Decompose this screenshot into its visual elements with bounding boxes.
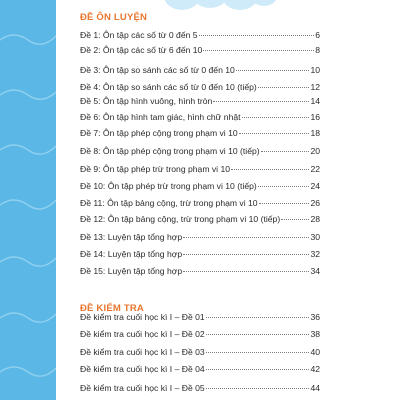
toc-entry[interactable] (80, 95, 320, 107)
toc-entry-page: 30 (310, 232, 320, 242)
toc-entry-page: 36 (310, 312, 320, 322)
toc-entry[interactable] (80, 346, 320, 358)
toc-entry-page: 34 (310, 266, 320, 276)
toc-entry[interactable] (80, 363, 320, 375)
toc-entry-page: 18 (310, 128, 320, 138)
dot-leader (236, 70, 310, 71)
toc-entry-label: Đề 10: Ôn tập phép trừ trong phạm vi 10 (tiếp) (80, 181, 257, 191)
dot-leader (239, 133, 310, 134)
toc-entry-page: 38 (310, 329, 320, 339)
dot-leader (258, 87, 310, 88)
toc-entry-page: 12 (310, 82, 320, 92)
dot-leader (206, 352, 310, 353)
toc-entry[interactable] (80, 127, 320, 139)
dot-leader (183, 254, 309, 255)
toc-entry-page: 24 (310, 181, 320, 191)
dot-leader (206, 369, 310, 370)
dot-leader (258, 186, 310, 187)
toc-entry-label: Đề 15: Luyện tập tổng hợp (80, 266, 183, 276)
toc-entry-page: 44 (310, 383, 320, 393)
dot-leader (183, 271, 309, 272)
toc-entry-label: Đề 5: Ôn tập hình vuông, hình tròn (80, 96, 213, 106)
toc-entry-label: Đề 4: Ôn tập so sánh các số từ 0 đến 10 (tiếp) (80, 82, 257, 92)
toc-entry-label: Đề kiểm tra cuối học kì I – Đề 03 (80, 347, 205, 357)
toc-entry-page: 22 (310, 164, 320, 174)
toc-entry-label: Đề kiểm tra cuối học kì I – Đề 04 (80, 364, 205, 374)
toc-entry-label: Đề 6: Ôn tập hình tam giác, hình chữ nhật (80, 112, 241, 122)
toc-entry-page: 42 (310, 364, 320, 374)
toc-entry-page: 20 (310, 146, 320, 156)
toc-entry[interactable] (80, 180, 320, 192)
toc-entry-page: 10 (310, 65, 320, 75)
dot-leader (183, 237, 309, 238)
dot-leader (203, 50, 314, 51)
section-title-on-luyen: ĐỀ ÔN LUYỆN (80, 12, 148, 23)
toc-entry-page: 28 (310, 214, 320, 224)
toc-entry-page: 16 (310, 112, 320, 122)
toc-entry-label: Đề kiểm tra cuối học kì I – Đề 05 (80, 383, 205, 393)
toc-entry-page: 26 (310, 198, 320, 208)
toc-entry[interactable] (80, 231, 320, 243)
toc-entry[interactable] (80, 64, 320, 76)
dot-leader (242, 117, 310, 118)
toc-entry-label: Đề 7: Ôn tập phép cộng trong phạm vi 10 (80, 128, 238, 138)
toc-entry[interactable] (80, 145, 320, 157)
toc-entry[interactable] (80, 81, 320, 93)
table-of-contents (66, 0, 400, 400)
toc-entry[interactable] (80, 265, 320, 277)
dot-leader (199, 35, 315, 36)
toc-entry[interactable] (80, 29, 320, 41)
toc-entry[interactable] (80, 311, 320, 323)
toc-entry[interactable] (80, 197, 320, 209)
toc-entry-label: Đề 12: Ôn tập bảng cộng, trừ trong phạm vi 10 (tiếp) (80, 214, 281, 224)
toc-entry[interactable] (80, 382, 320, 394)
toc-entry-page: 8 (315, 45, 320, 55)
dot-leader (231, 169, 309, 170)
toc-entry[interactable] (80, 111, 320, 123)
toc-entry-label: Đề 13: Luyện tập tổng hợp (80, 232, 183, 242)
side-decoration (0, 0, 56, 400)
toc-entry-page: 14 (310, 96, 320, 106)
toc-entry-label: Đề 2: Ôn tập các số từ 6 đến 10 (80, 45, 203, 55)
dot-leader (206, 317, 310, 318)
toc-entry-label: Đề 3: Ôn tập so sánh các số từ 0 đến 10 (80, 65, 235, 75)
dot-leader (261, 151, 310, 152)
toc-entry[interactable] (80, 248, 320, 260)
toc-entry-label: Đề 9: Ôn tập phép trừ trong phạm vi 10 (80, 164, 231, 174)
toc-entry-label: Đề 11: Ôn tập bảng cộng, trừ trong phạm vi 10 (80, 198, 258, 208)
toc-entry[interactable] (80, 328, 320, 340)
section-title-kiem-tra: ĐỀ KIỂM TRA (80, 303, 144, 314)
toc-entry-label: Đề kiểm tra cuối học kì I – Đề 01 (80, 312, 205, 322)
dot-leader (206, 334, 310, 335)
toc-entry-page: 40 (310, 347, 320, 357)
dot-leader (259, 203, 310, 204)
toc-entry-label: Đề 8: Ôn tập phép cộng trong phạm vi 10 (tiếp) (80, 146, 260, 156)
toc-entry[interactable] (80, 213, 320, 225)
toc-entry-page: 32 (310, 249, 320, 259)
toc-entry[interactable] (80, 163, 320, 175)
toc-entry-label: Đề 14: Luyện tập tổng hợp (80, 249, 183, 259)
toc-entry-label: Đề 1: Ôn tập các số từ 0 đến 5 (80, 30, 198, 40)
dot-leader (206, 388, 310, 389)
dot-leader (281, 219, 309, 220)
toc-entry-label: Đề kiểm tra cuối học kì I – Đề 02 (80, 329, 205, 339)
wave-lines-decoration (0, 0, 56, 400)
toc-entry-page: 6 (315, 30, 320, 40)
toc-entry[interactable] (80, 44, 320, 56)
dot-leader (213, 101, 309, 102)
